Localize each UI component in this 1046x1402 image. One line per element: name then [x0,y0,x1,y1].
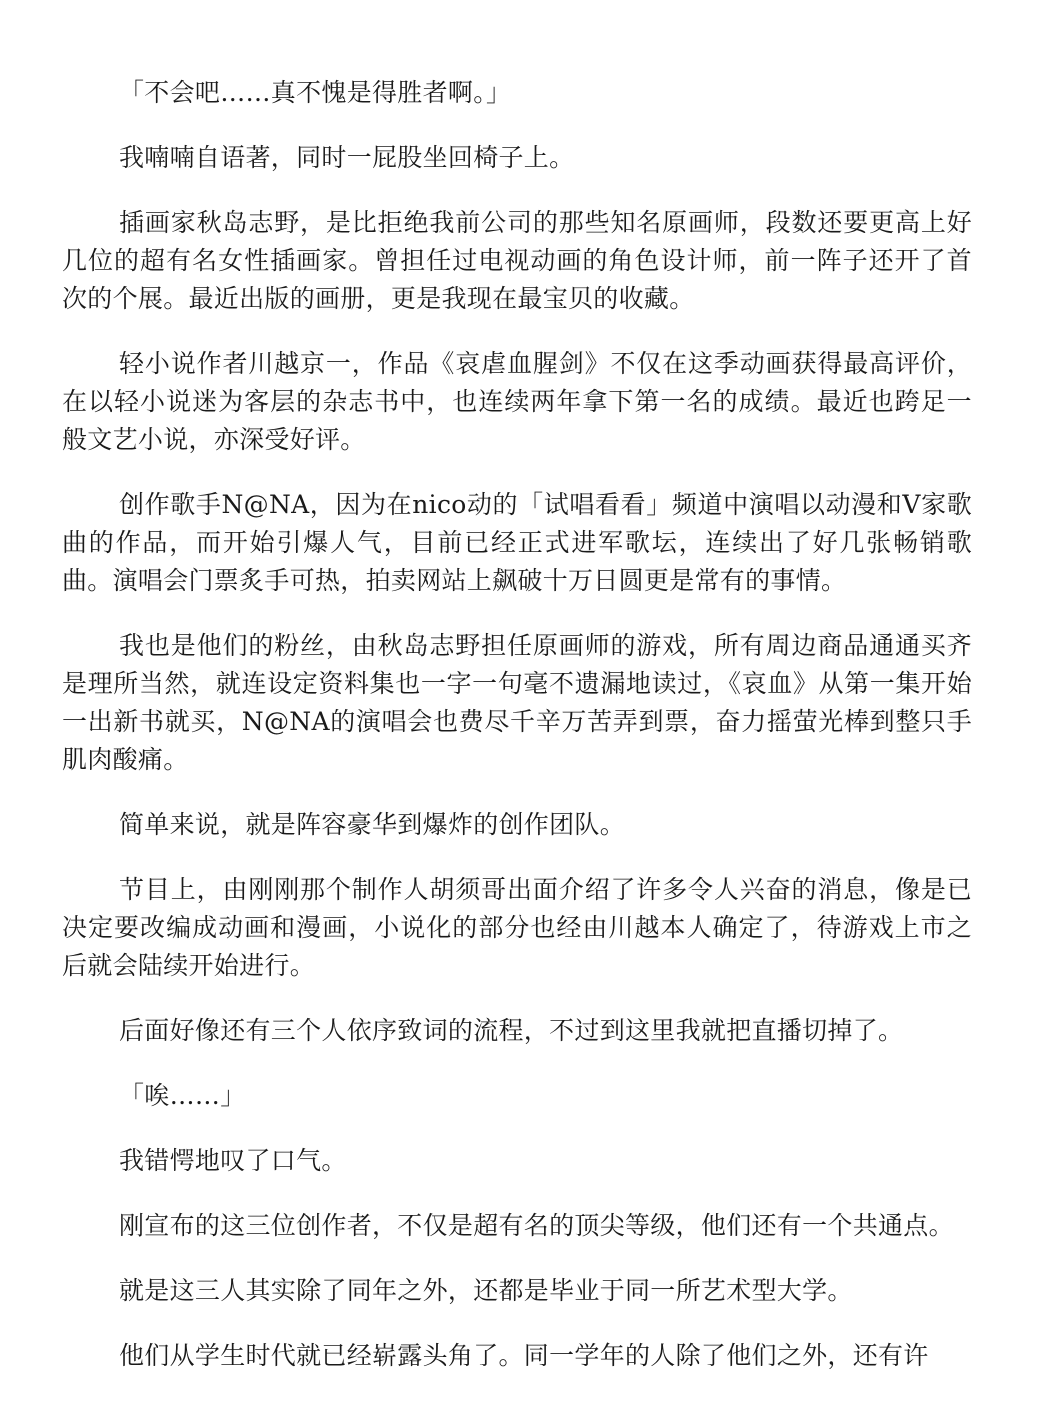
paragraph-10: 「唉……」 [119,1081,246,1110]
paragraph-14: 他们从学生时代就已经崭露头角了。同一学年的人除了他们之外，还有许 [119,1341,929,1370]
paragraph-13: 就是这三人其实除了同年之外，还都是毕业于同一所艺术型大学。 [119,1276,853,1305]
paragraph-8: 节目上，由刚刚那个制作人胡须哥出面介绍了许多令人兴奋的消息，像是已决定要改编成动画和漫画，小说化的部分也经由川越本人确定了，待游戏上市之后就会陆续开始进行。 [62,875,972,980]
paragraph-11: 我错愕地叹了口气。 [119,1146,347,1175]
paragraph-2: 我喃喃自语著，同时一屁股坐回椅子上。 [119,143,575,172]
paragraph-4: 轻小说作者川越京一，作品《哀虐血腥剑》不仅在这季动画获得最高评价，在以轻小说迷为客层的杂志书中，也连续两年拿下第一名的成绩。最近也跨足一般文艺小说，亦深受好评。 [62,349,972,454]
paragraph-9: 后面好像还有三个人依序致词的流程，不过到这里我就把直播切掉了。 [119,1016,904,1045]
paragraph-7: 简单来说，就是阵容豪华到爆炸的创作团队。 [119,810,626,839]
paragraph-6: 我也是他们的粉丝，由秋岛志野担任原画师的游戏，所有周边商品通通买齐是理所当然，就连设定资料集也一字一句毫不遗漏地读过，《哀血》从第一集开始一出新书就买，N@NA的演唱会也费尽千辛万苦弄到票，奋力摇萤光棒到整只手肌肉酸痛。 [62,631,972,774]
paragraph-3: 插画家秋岛志野，是比拒绝我前公司的那些知名原画师，段数还要更高上好几位的超有名女性插画家。曾担任过电视动画的角色设计师，前一阵子还开了首次的个展。最近出版的画册，更是我现在最宝贝的收藏。 [62,208,972,313]
document-page [62,74,972,1402]
paragraph-5: 创作歌手N@NA，因为在nico动的「试唱看看」频道中演唱以动漫和V家歌曲的作品，而开始引爆人气，目前已经正式进军歌坛，连续出了好几张畅销歌曲。演唱会门票炙手可热，拍卖网站上飙破十万日圆更是常有的事情。 [62,490,972,595]
paragraph-12: 刚宣布的这三位创作者，不仅是超有名的顶尖等级，他们还有一个共通点。 [119,1211,954,1240]
paragraph-1: 「不会吧……真不愧是得胜者啊。」 [119,78,512,107]
